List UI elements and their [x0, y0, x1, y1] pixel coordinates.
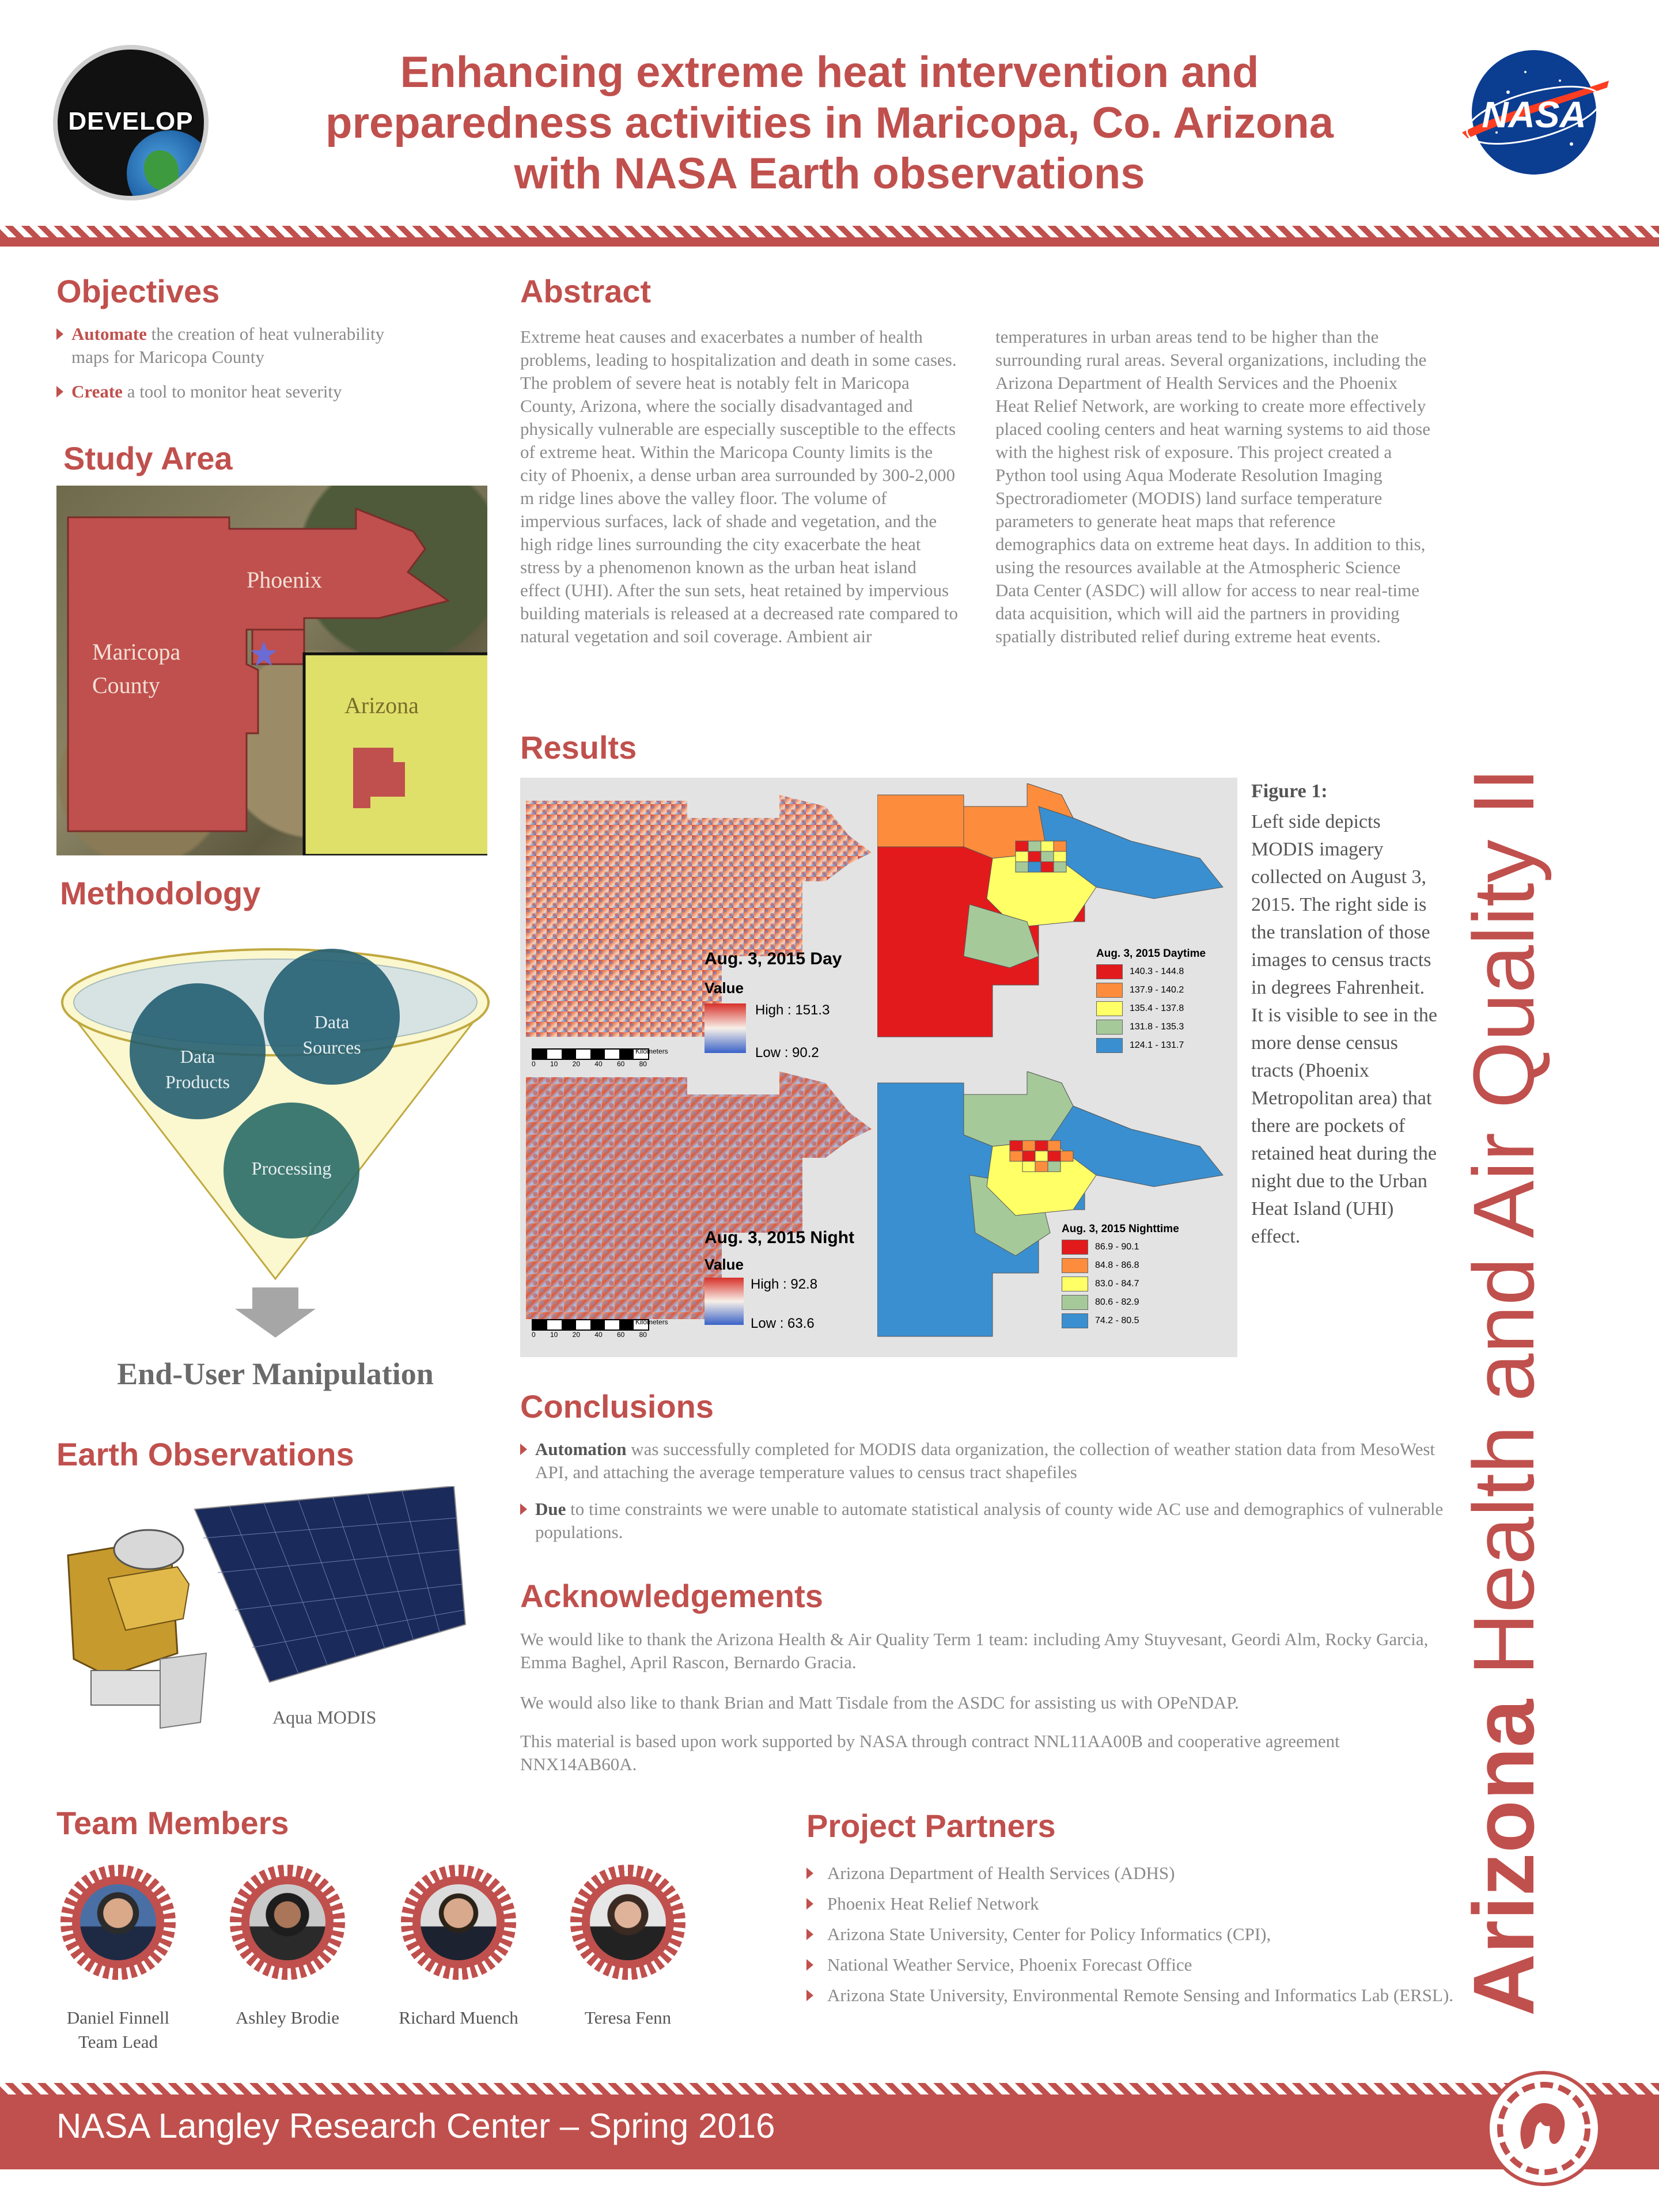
night-modis-map — [526, 1071, 872, 1348]
day-high-label: High : 151.3 — [755, 1002, 830, 1018]
objectives-list — [56, 323, 425, 403]
team-member — [60, 1865, 176, 1980]
partner-item: Arizona State University, Environmental Remote Sensing and Informatics Lab (ERSL). — [806, 1984, 1463, 2007]
legend-swatch — [1062, 1258, 1088, 1273]
partner-item: Phoenix Heat Relief Network — [806, 1892, 1463, 1915]
legend-item: 86.9 - 90.1 — [1062, 1238, 1183, 1256]
legend-swatch — [1096, 1001, 1123, 1016]
footer-divider — [0, 2083, 1659, 2094]
legend-item: 131.8 - 135.3 — [1096, 1018, 1211, 1036]
day-modis-map — [526, 783, 872, 1060]
avatar — [80, 1884, 156, 1960]
bullet-icon — [806, 1929, 813, 1940]
night-scale-ticks: 0 10 20 40 60 80 — [532, 1331, 647, 1339]
day-scale-unit: Kilometers — [635, 1047, 668, 1055]
county-label: Maricopa County — [92, 639, 181, 698]
arizona-label: Arizona — [344, 692, 419, 718]
ack-paragraph: This material is based upon work supported by NASA through contract NNL11AA00B and cooperative agreement NNX14AB60A. — [520, 1731, 1340, 1774]
legend-item: 137.9 - 140.2 — [1096, 981, 1211, 999]
avatar — [421, 1884, 497, 1960]
team-heading: Team Members — [56, 1805, 289, 1841]
team-member — [230, 1865, 345, 1980]
legend-swatch — [1062, 1295, 1088, 1310]
legend-item: 124.1 - 131.7 — [1096, 1036, 1211, 1055]
legend-item: 80.6 - 82.9 — [1062, 1293, 1183, 1312]
processing-label: Processing — [251, 1158, 332, 1179]
night-color-ramp — [704, 1278, 744, 1325]
data-sources-label: Data Sources — [302, 1012, 361, 1058]
results-heading: Results — [520, 729, 637, 766]
aqua-satellite-image — [56, 1486, 471, 1751]
conclusion-item: Due to time constraints we were unable to automate statistical analysis of county wide AC use and demographics of vulnerable populations. — [520, 1498, 1448, 1544]
bullet-icon — [806, 1868, 813, 1879]
earth-observations-heading: Earth Observations — [56, 1436, 354, 1472]
day-scale-bar — [532, 1048, 649, 1060]
objective-item: Create a tool to monitor heat severity — [56, 380, 425, 403]
day-color-ramp — [704, 1003, 746, 1053]
partner-item: Arizona Department of Health Services (ADHS) — [806, 1862, 1463, 1885]
aqua-caption: Aqua MODIS — [272, 1707, 377, 1728]
abstract-heading: Abstract — [520, 273, 652, 309]
bullet-icon — [56, 328, 63, 340]
member-name: Ashley Brodie — [236, 2008, 339, 2028]
night-scale-unit: Kilometers — [635, 1318, 668, 1326]
develop-logo-text: DEVELOP — [68, 107, 194, 135]
conclusions-list — [520, 1438, 1448, 1544]
legend-swatch — [1096, 983, 1123, 998]
partner-item: National Weather Service, Phoenix Forecast Office — [806, 1953, 1463, 1976]
partners-heading: Project Partners — [806, 1808, 1056, 1844]
abstract-col1: Extreme heat causes and exacerbates a number of health problems, leading to hospitalization and death in some cases. The problem of severe heat is notably felt in Maricopa County, Arizona, where the socially disadvantaged and physically vulnerable are especially susceptible to the effects of extreme heat. Within the Maricopa County limits is the city of Phoenix, a dense urban area surrounded by 300-2,000 m ridge lines above the valley floor. The volume of impervious surfaces, lack of shade and vegetation, and the high ridge lines surrounding the city exacerbate the heat stress by a phenomenon known as the urban heat island effect (UHI). After the sun sets, heat retained by impervious building materials is released at a decreased rate compared to natural vegetation and soil coverage. Ambient air — [520, 327, 959, 646]
methodology-heading: Methodology — [60, 875, 261, 911]
bullet-icon — [520, 1503, 527, 1515]
methodology-funnel — [56, 945, 494, 1348]
legend-swatch — [1096, 1020, 1123, 1035]
conclusion-item: Automation was successfully completed for MODIS data organization, the collection of weather station data from MesoWest API, and attaching the average temperature values to census tract shapefiles — [520, 1438, 1448, 1484]
side-banner: Arizona Health and Air Quality II — [1455, 767, 1552, 2016]
member-name: Richard Muench — [399, 2008, 518, 2028]
legend-swatch — [1096, 1038, 1123, 1053]
day-map-title: Aug. 3, 2015 Day — [704, 949, 842, 968]
bullet-icon — [520, 1444, 527, 1455]
study-area-map — [56, 486, 487, 855]
figure-label: Figure 1: — [1251, 781, 1328, 802]
day-value-label: Value — [704, 979, 744, 997]
night-value-label: Value — [704, 1256, 744, 1273]
avatar — [590, 1884, 666, 1960]
team-member — [570, 1865, 685, 1980]
end-user-label: End-User Manipulation — [117, 1357, 434, 1391]
ack-paragraph: We would also like to thank Brian and Matt Tisdale from the ASDC for assisting us with OPeNDAP. — [520, 1692, 1239, 1713]
abstract-col2: temperatures in urban areas tend to be higher than the surrounding rural areas. Several organizations, including the Arizona Department of Health Services and the Phoenix Heat Relief Network, are working to create more effectively placed cooling centers and heat warning systems to aid those with the highest risk of exposure. This project created a Python tool using Aqua Moderate Resolution Imaging Spectroradiometer (MODIS) land surface temperature parameters to generate heat maps that reference demographics data on extreme heat days. In addition to this, using the resources available at the Atmospheric Science Data Center (ASDC) will allow for access to near real-time data acquisition, which will aid the partners in providing spatially distributed relief during extreme heat events. — [995, 327, 1430, 646]
develop-logo — [53, 45, 209, 200]
legend-item: 84.8 - 86.8 — [1062, 1256, 1183, 1275]
phoenix-label: Phoenix — [247, 567, 323, 593]
night-high-label: High : 92.8 — [751, 1277, 818, 1292]
night-tracts-legend-title: Aug. 3, 2015 Nighttime — [1062, 1223, 1179, 1235]
team-member — [401, 1865, 516, 1980]
nasa-logo — [1456, 46, 1612, 179]
nasa-logo-text: NASA — [1482, 94, 1586, 135]
legend-swatch — [1062, 1277, 1088, 1291]
legend-item: 74.2 - 80.5 — [1062, 1312, 1183, 1330]
acknowledgements-heading: Acknowledgements — [520, 1578, 823, 1614]
partner-item: Arizona State University, Center for Policy Informatics (CPI), — [806, 1923, 1463, 1946]
header-divider-bar — [0, 237, 1659, 247]
night-tracts-legend — [1062, 1223, 1183, 1330]
night-low-label: Low : 63.6 — [751, 1316, 815, 1331]
legend-item: 83.0 - 84.7 — [1062, 1275, 1183, 1293]
legend-item: 135.4 - 137.8 — [1096, 999, 1211, 1018]
bullet-icon — [806, 1990, 813, 2001]
legend-swatch — [1096, 964, 1123, 979]
member-role: Team Lead — [78, 2032, 158, 2052]
objectives-heading: Objectives — [56, 273, 220, 309]
data-products-label: Data Products — [165, 1046, 230, 1092]
footer-text: NASA Langley Research Center – Spring 2016 — [56, 2107, 775, 2145]
heat-logo-icon — [1486, 2071, 1601, 2186]
avatar — [249, 1884, 325, 1960]
day-tracts-legend-title: Aug. 3, 2015 Daytime — [1096, 948, 1206, 960]
legend-swatch — [1062, 1313, 1088, 1328]
day-scale-ticks: 0 10 20 40 60 80 — [532, 1060, 647, 1068]
legend-swatch — [1062, 1240, 1088, 1255]
day-low-label: Low : 90.2 — [755, 1045, 819, 1060]
ack-paragraph: We would like to thank the Arizona Health & Air Quality Term 1 team: including Amy Stuyvesant, Geordi Alm, Rocky Garcia, Emma Baghel, April Rascon, Bernardo Gracia. — [520, 1629, 1429, 1672]
header-divider — [0, 226, 1659, 237]
partners-list — [806, 1862, 1463, 2007]
night-scale-bar — [532, 1319, 649, 1331]
bullet-icon — [56, 386, 63, 397]
night-map-title: Aug. 3, 2015 Night — [704, 1228, 855, 1247]
poster-title: Enhancing extreme heat intervention and preparedness activities in Maricopa, Co. Arizona with NASA Earth observations — [325, 48, 1334, 198]
figure-caption: Left side depicts MODIS imagery collected on August 3, 2015. The right side is the translation of those images to census tracts in degrees Fahrenheit. It is visible to see in the more dense census tracts (Phoenix Metropolitan area) that there are pockets of retained heat during the night due to the Urban Heat Island (UHI) effect. — [1251, 811, 1437, 1247]
day-tracts-legend — [1096, 948, 1211, 1055]
conclusions-heading: Conclusions — [520, 1388, 714, 1425]
results-figure — [520, 778, 1237, 1357]
member-name: Daniel Finnell — [66, 2008, 170, 2028]
legend-item: 140.3 - 144.8 — [1096, 963, 1211, 981]
bullet-icon — [806, 1898, 813, 1910]
member-name: Teresa Fenn — [584, 2008, 672, 2028]
study-area-heading: Study Area — [63, 440, 233, 476]
bullet-icon — [806, 1959, 813, 1971]
objective-item: Automate the creation of heat vulnerability maps for Maricopa County — [56, 323, 425, 369]
